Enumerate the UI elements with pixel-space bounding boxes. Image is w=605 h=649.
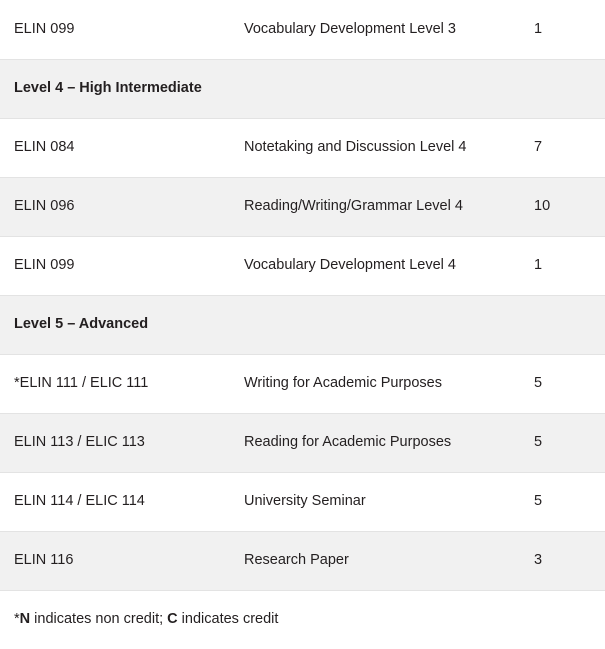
course-code: *ELIN 111 / ELIC 111 (0, 354, 244, 413)
table-section-header (0, 59, 605, 118)
section-filler-credit (534, 295, 605, 354)
footnote-asterisk: * (14, 611, 20, 628)
section-label: Level 5 – Advanced (0, 295, 244, 354)
table-row (0, 531, 605, 590)
table-row (0, 354, 605, 413)
section-filler (244, 59, 534, 118)
footnote-c: C (167, 611, 178, 628)
table-row (0, 0, 605, 59)
course-title: Reading for Academic Purposes (244, 413, 534, 472)
course-code: ELIN 116 (0, 531, 244, 590)
table-row (0, 413, 605, 472)
course-code: ELIN 084 (0, 118, 244, 177)
table-row (0, 472, 605, 531)
course-title: Writing for Academic Purposes (244, 354, 534, 413)
table-row (0, 236, 605, 295)
course-title: University Seminar (244, 472, 534, 531)
table-row (0, 118, 605, 177)
course-credit: 1 (534, 0, 605, 59)
credit-footnote (0, 590, 605, 649)
footnote-end-text: indicates credit (177, 611, 279, 628)
course-title: Reading/Writing/Grammar Level 4 (244, 177, 534, 236)
course-credit: 5 (534, 354, 605, 413)
course-code: ELIN 114 / ELIC 114 (0, 472, 244, 531)
section-label: Level 4 – High Intermediate (0, 59, 244, 118)
section-filler-credit (534, 59, 605, 118)
course-code: ELIN 113 / ELIC 113 (0, 413, 244, 472)
footnote-n: N (19, 611, 31, 628)
footnote-mid-text: indicates non credit; (30, 611, 168, 628)
course-credit: 1 (534, 236, 605, 295)
course-title: Vocabulary Development Level 4 (244, 236, 534, 295)
table-footnote-row (0, 590, 605, 649)
course-credit: 10 (534, 177, 605, 236)
course-title: Notetaking and Discussion Level 4 (244, 118, 534, 177)
course-credit: 7 (534, 118, 605, 177)
course-code: ELIN 099 (0, 236, 244, 295)
course-credit: 3 (534, 531, 605, 590)
course-title: Research Paper (244, 531, 534, 590)
table-section-header (0, 295, 605, 354)
table-row (0, 177, 605, 236)
course-credit: 5 (534, 413, 605, 472)
course-title: Vocabulary Development Level 3 (244, 0, 534, 59)
course-credit: 5 (534, 472, 605, 531)
section-filler (244, 295, 534, 354)
course-code: ELIN 099 (0, 0, 244, 59)
course-code: ELIN 096 (0, 177, 244, 236)
